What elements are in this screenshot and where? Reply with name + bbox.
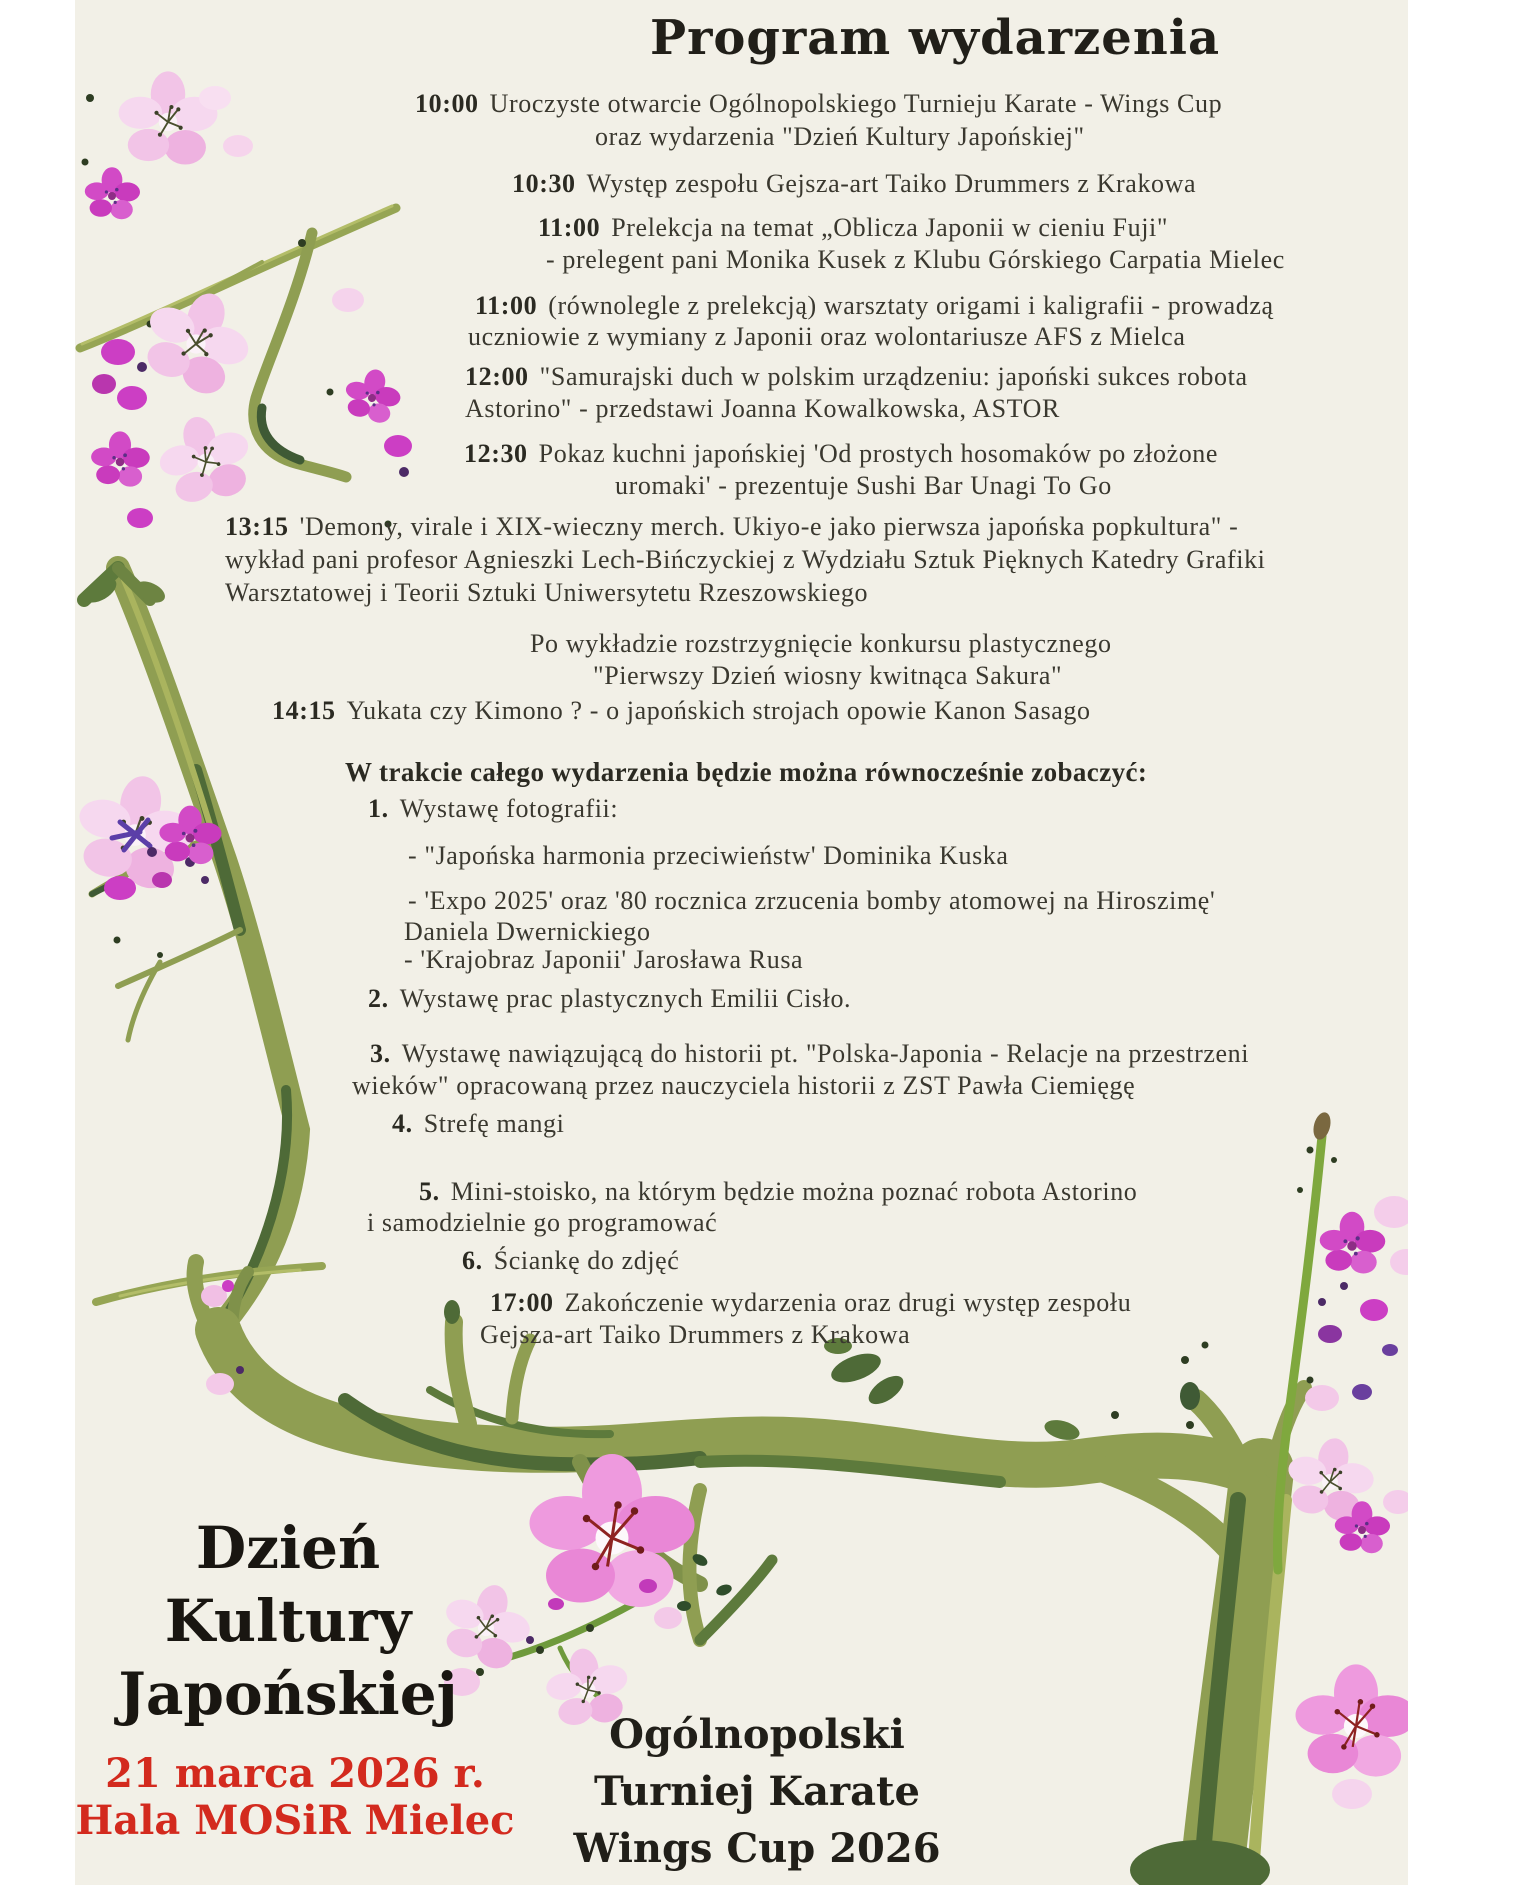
schedule-line: 12:30 Pokaz kuchni japońskiej 'Od prostych hosomaków po złożone [464,439,1219,468]
list-item: 1. Wystawę fotografii: [368,794,619,823]
schedule-line: 10:00 Uroczyste otwarcie Ogólnopolskiego Turnieju Karate - Wings Cup [415,89,1223,118]
event-venue: Hala MOSiR Mielec [75,1797,515,1844]
schedule-line: 12:00 "Samurajski duch w polskim urządzeniu: japoński sukces robota [465,362,1248,391]
list-item: - 'Krajobraz Japonii' Jarosława Rusa [404,945,804,974]
closing-line: 17:00 Zakończenie wydarzenia oraz drugi występ zespołu [490,1288,1132,1317]
list-item: Daniela Dwernickiego [404,917,651,946]
schedule-line: 10:30 Występ zespołu Gejsza-art Taiko Drummers z Krakowa [512,169,1197,198]
event-date: 21 marca 2026 r. [105,1750,485,1797]
schedule-line: - prelegent pani Monika Kusek z Klubu Górskiego Carpatia Mielec [546,245,1285,274]
tournament-title-line: Wings Cup 2026 [573,1825,941,1872]
schedule-line: Warsztatowej i Teorii Sztuki Uniwersytetu Rzeszowskiego [225,578,869,607]
event-title [78,1512,498,1731]
list-number: 1. [368,794,389,823]
schedule-line: Astorino" - przedstawi Joanna Kowalkowska, ASTOR [465,394,1060,423]
event-title-line: Dzień [195,1514,381,1582]
schedule-line: uromaki' - prezentuje Sushi Bar Unagi To Go [615,471,1112,500]
closing-line: Gejsza-art Taiko Drummers z Krakowa [480,1320,911,1349]
list-item: - 'Expo 2025' oraz '80 rocznica zrzucenia bomby atomowej na Hiroszimę' [408,886,1216,915]
schedule-line: oraz wydarzenia "Dzień Kultury Japońskiej" [595,122,1085,151]
list-item: 6. Ściankę do zdjęć [462,1246,680,1275]
simultaneous-heading: W trakcie całego wydarzenia będzie można równocześnie zobaczyć: [345,757,1148,787]
list-item: 5. Mini-stoisko, na którym będzie można poznać robota Astorino [419,1177,1138,1206]
schedule-line: 11:00 (równolegle z prelekcją) warsztaty origami i kaligrafii - prowadzą [475,291,1274,320]
event-title-line: Kultury [164,1587,412,1655]
list-item: 2. Wystawę prac plastycznych Emilii Cisło. [368,984,852,1013]
list-item: i samodzielnie go programować [367,1208,718,1237]
schedule-line: uczniowie z wymiany z Japonii oraz wolontariusze AFS z Mielca [468,322,1186,351]
list-item: wieków" opracowaną przez nauczyciela historii z ZST Pawła Ciemięgę [352,1071,1136,1100]
schedule-line: 14:15 Yukata czy Kimono ? - o japońskich strojach opowie Kanon Sasago [272,696,1091,725]
tournament-title-line: Turniej Karate [594,1768,920,1815]
program-heading: Program wydarzenia [650,10,1221,66]
list-item: - "Japońska harmonia przeciwieństw' Dominika Kuska [408,841,1009,870]
schedule-line: "Pierwszy Dzień wiosny kwitnąca Sakura" [593,661,1063,690]
schedule-line: 13:15 'Demony, virale i XIX-wieczny merch. Ukiyo-e jako pierwsza japońska popkultura" - [225,512,1239,541]
tournament-title-line: Ogólnopolski [609,1711,905,1758]
event-details [70,1750,520,1844]
list-item: 3. Wystawę nawiązującą do historii pt. "Polska-Japonia - Relacje na przestrzeni [370,1039,1250,1068]
schedule-line: Po wykładzie rozstrzygnięcie konkursu plastycznego [530,629,1112,658]
event-title-line: Japońskiej [118,1660,458,1728]
list-item: 4. Strefę mangi [392,1109,565,1138]
schedule-line: 11:00 Prelekcja na temat „Oblicza Japonii w cieniu Fuji" [538,213,1169,242]
schedule-line: wykład pani profesor Agnieszki Lech-Bińczyckiej z Wydziału Sztuk Pięknych Katedry Grafiki [225,545,1266,574]
tournament-title [557,1706,957,1877]
schedule-time: 10:00 [415,89,479,118]
